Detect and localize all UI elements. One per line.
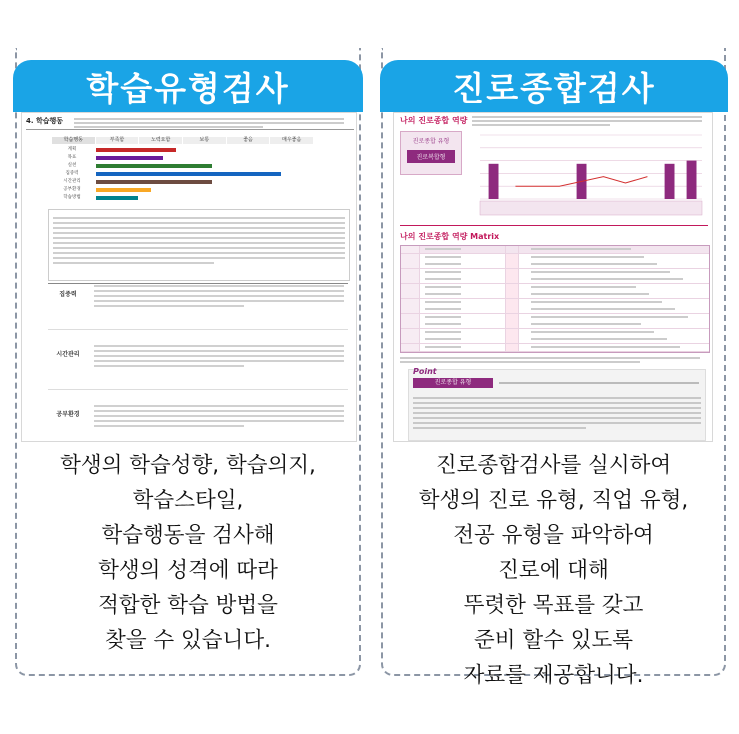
left-caption-line: 찾을 수 있습니다. — [105, 628, 271, 653]
chart-header-cell: 학습행동 — [52, 137, 96, 144]
right-caption-line: 자료를 제공합니다. — [463, 663, 644, 688]
detail-row-label: 공부환경 — [56, 411, 80, 418]
behavior-chart-header — [52, 137, 314, 144]
right-caption-line: 뚜렷한 목표를 갖고 — [463, 593, 644, 618]
right-caption-line: 준비 할수 있도록 — [473, 628, 634, 653]
chart-bar — [489, 164, 499, 199]
chart-row-label: 집중력 — [65, 171, 79, 176]
career-capability-chart — [466, 129, 706, 219]
right-card-title: 진로종합검사 — [380, 60, 728, 112]
chart-bar — [687, 161, 697, 199]
right-caption-line: 전공 유형을 파악하여 — [453, 523, 654, 548]
right-caption-line: 진로종합검사를 실시하여 — [435, 453, 672, 478]
left-caption-line: 학생의 학습성향, 학습의지, — [60, 453, 316, 478]
detail-row-label: 시간관리 — [56, 351, 80, 358]
detail-row-label: 집중력 — [59, 291, 77, 298]
chart-header-cell: 노력요함 — [139, 137, 183, 144]
chart-bar — [665, 164, 675, 199]
chart-header-cell: 부족함 — [96, 137, 140, 144]
behavior-bar-chart — [52, 146, 314, 204]
career-type-box — [400, 131, 462, 175]
left-card-title: 학습유형검사 — [13, 60, 363, 112]
table-row — [401, 344, 709, 352]
left-caption-line: 학습행동을 검사해 — [101, 523, 275, 548]
summary-text-box — [48, 209, 350, 281]
chart-bar — [96, 164, 212, 168]
right-caption-line: 학생의 진로 유형, 직업 유형, — [418, 488, 689, 513]
chart-bar — [96, 156, 163, 160]
chart-bar — [96, 196, 138, 200]
chart-bar — [96, 172, 281, 176]
left-caption-line: 적합한 학습 방법을 — [98, 593, 278, 618]
doc-section-title: 4. 학습행동 — [26, 117, 64, 125]
career-type-label: 진로종합 유형 — [412, 138, 450, 145]
chart-bar — [96, 188, 151, 192]
left-caption-line: 학습스타일, — [132, 488, 244, 513]
doc-heading-capability: 나의 진로종합 역량 — [400, 116, 468, 125]
chart-row-label: 학습방법 — [63, 195, 81, 200]
doc-heading-matrix: 나의 진로종합 역량 Matrix — [400, 232, 500, 241]
career-matrix-table — [400, 245, 710, 353]
chart-row-label: 시간관리 — [63, 179, 81, 184]
right-caption — [381, 448, 726, 693]
chart-header-cell: 좋음 — [227, 137, 271, 144]
point-title: 진로종합 유형 — [413, 378, 493, 388]
right-caption-line: 진로에 대해 — [498, 558, 609, 583]
doc-intro-text — [74, 116, 344, 130]
career-report-thumbnail — [393, 112, 713, 442]
chart-header-cell: 보통 — [183, 137, 227, 144]
chart-bar — [96, 148, 176, 152]
point-label: Point — [413, 367, 437, 376]
chart-row-label: 계획 — [67, 147, 77, 152]
learning-report-thumbnail — [21, 112, 357, 442]
left-caption-line: 학생의 성격에 따라 — [98, 558, 278, 583]
left-caption — [15, 448, 361, 658]
chart-row-label: 실천 — [67, 163, 77, 168]
chart-bar — [96, 180, 212, 184]
career-type-value: 진로복합형 — [407, 150, 455, 163]
chart-row-label: 목표 — [67, 155, 77, 160]
chart-row-label: 공부환경 — [63, 187, 81, 192]
chart-header-cell: 매우좋음 — [270, 137, 314, 144]
point-box — [408, 369, 706, 441]
